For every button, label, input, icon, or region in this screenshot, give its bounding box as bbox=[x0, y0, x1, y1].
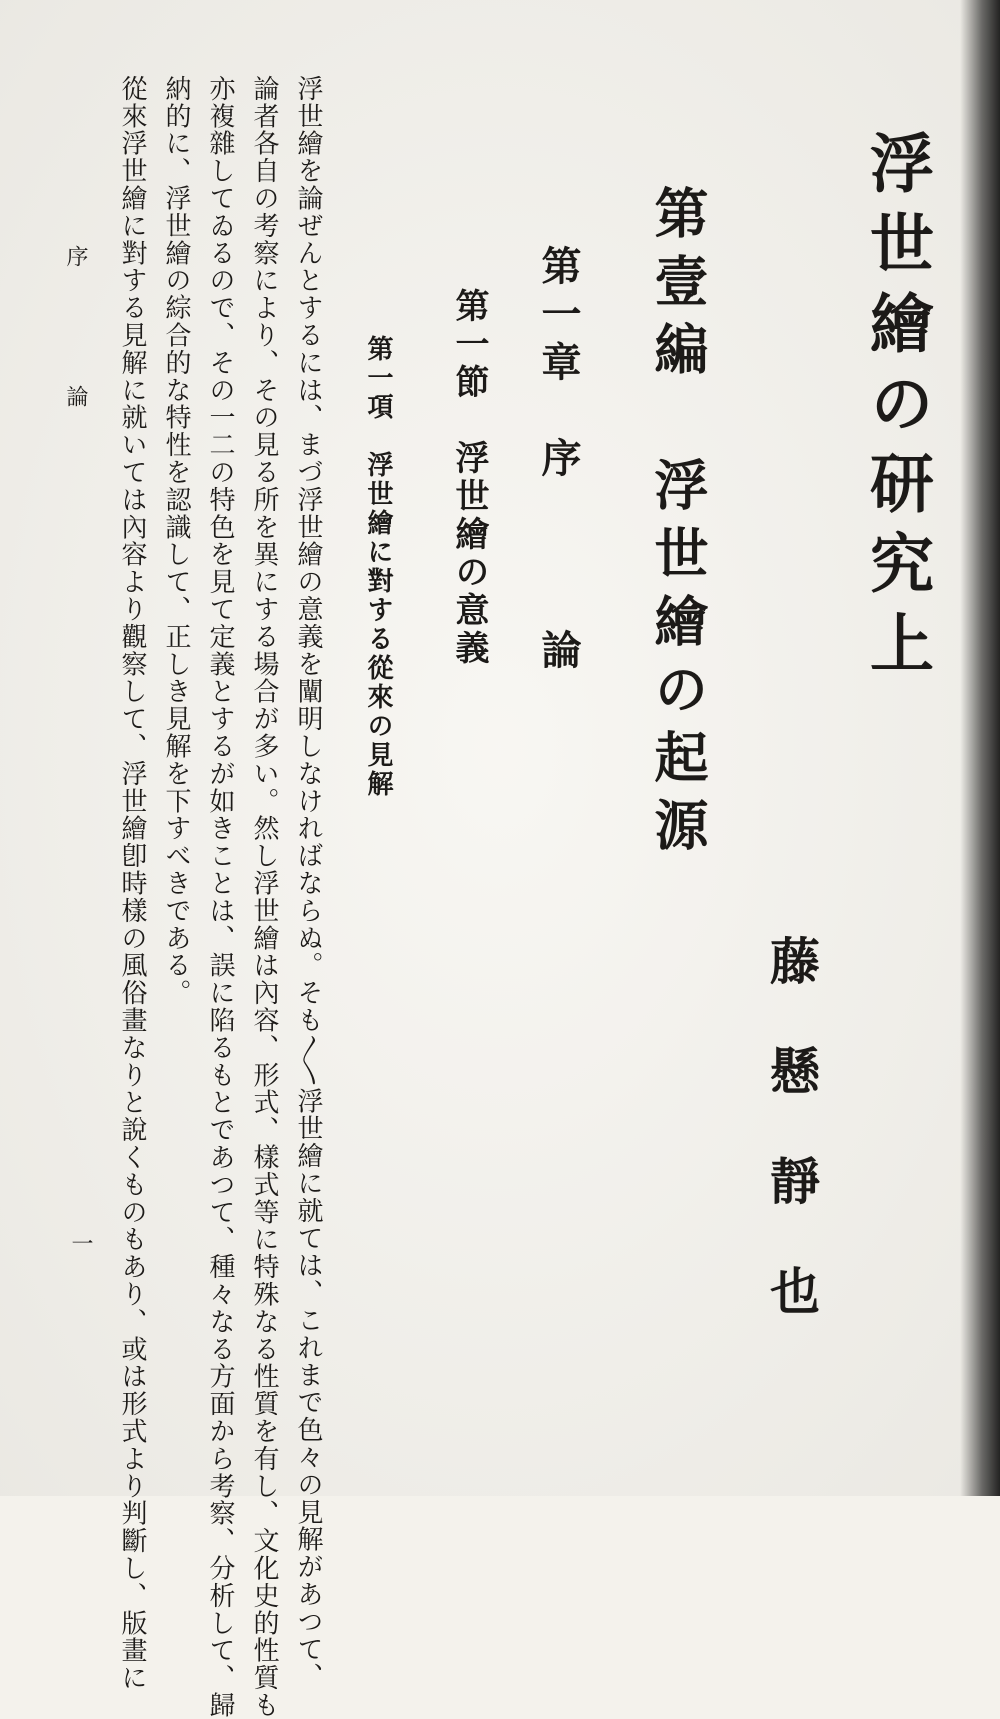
chapter-heading: 第一章 序 論 bbox=[535, 245, 582, 677]
body-text-line: 論者各自の考察により、その見る所を異にする場合が多い。然し浮世繪は內容、形式、樣式等に特殊なる性質を有し、文化史的性質も bbox=[249, 75, 279, 1719]
page-number: 一 bbox=[68, 1232, 93, 1254]
body-text-line: 浮世繪を論ぜんとするには、まづ浮世繪の意義を闡明しなければならぬ。そも〳〵浮世繪に就ては、これまで色々の見解があつて、 bbox=[293, 75, 323, 1691]
item-heading: 第一項 浮世繪に對する從來の見解 bbox=[363, 335, 393, 799]
book-title: 浮世繪の研究上 bbox=[859, 130, 934, 690]
section-heading: 第一節 浮世繪の意義 bbox=[449, 288, 489, 668]
part-heading: 第壹編 浮世繪の起源 bbox=[646, 185, 710, 865]
body-text-line: 從來浮世繪に對する見解に就いては內容より觀察して、浮世繪卽時樣の風俗畫なりと說くものもあり、或は形式より判斷し、版畫に bbox=[117, 75, 147, 1692]
page-binding-shadow bbox=[960, 0, 1000, 1496]
author-name: 藤懸靜也 bbox=[762, 935, 821, 1375]
body-text-line: 亦複雜してゐるので、その一二の特色を見て定義とするが如きことは、誤に陷るもとであつて、種々なる方面から考察、分析して、歸 bbox=[205, 75, 235, 1719]
running-head: 序論 bbox=[63, 245, 88, 525]
body-text-line: 納的に、浮世繪の綜合的な特性を認識して、正しき見解を下すべきである。 bbox=[161, 75, 191, 1007]
